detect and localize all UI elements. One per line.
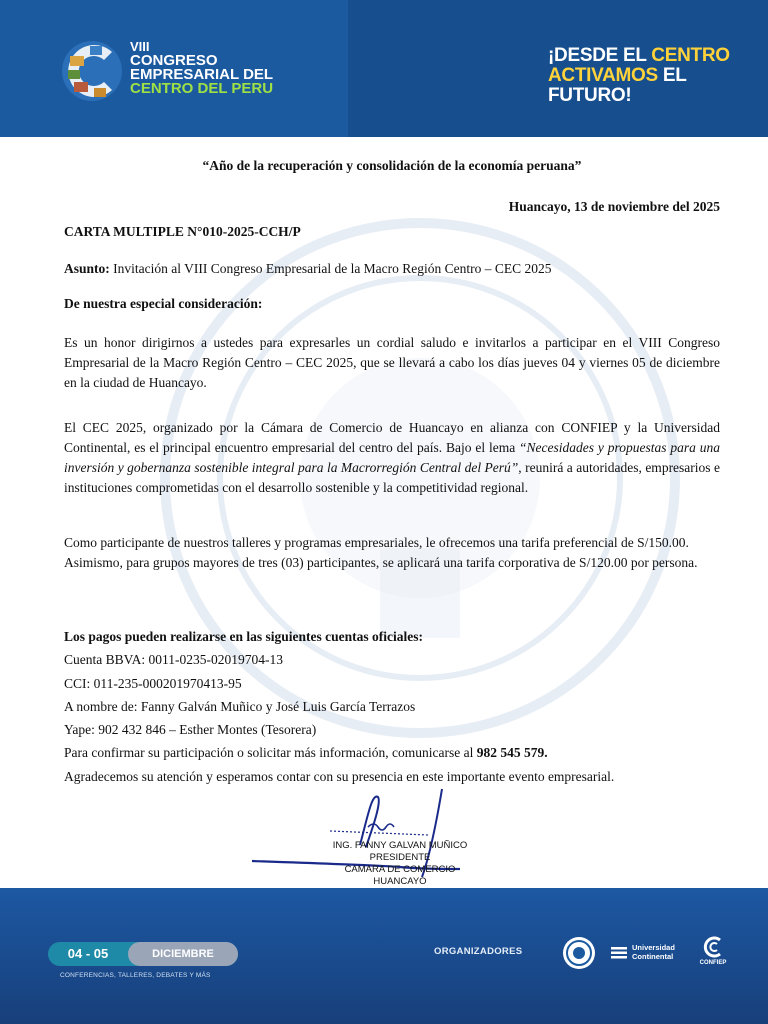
account-holder: A nombre de: Fanny Galván Muñico y José Luis García Terrazos [64,698,416,714]
payment-info [64,625,720,788]
confirm-text: Para confirmar su participación o solicitar más información, comunicarse al [64,745,477,761]
paragraph-about [64,418,720,498]
confiep-logo [696,936,730,970]
letter-date: Huancayo, 13 de noviembre del 2025 [508,199,720,214]
slogan-part1: ¡DESDE EL [548,45,652,66]
account-cci: CCI: 011-235-000201970413-95 [64,675,242,691]
slogan-part2: CENTRO [651,45,730,66]
event-slogan [548,46,730,106]
chamber-commerce-logo-icon [562,936,596,970]
yape-account: Yape: 902 432 846 – Esther Montes (Tesorera) [64,722,317,738]
letter-greeting: De nuestra especial consideración: [64,296,263,311]
event-date-pill [48,942,238,966]
confiep-icon [696,936,730,958]
congress-logo-icon [60,38,124,104]
paragraph-about-outro: , reunirá a autoridades, empresarios e instituciones comprometidas con el desarrollo sostenible y la competitividad regional. [64,460,720,495]
slogan-part3: ACTIVAMOS [548,65,658,86]
year-motto: “Año de la recuperación y consolidación de la economía peruana” [202,158,582,173]
event-motto: “Necesidades y propuestas para una inversión y gobernanza sostenible integral para la Macrorregión Central del Perú” [64,440,720,475]
paragraph-invitation: Es un honor dirigirnos a ustedes para expresarles un cordial saludo e invitarlos a participar en el VIII Congreso Empresarial de la Macro Región Centro – CEC 2025, que se llevará a cabo los días jueves 04 y viernes 05 de diciembre en la ciudad de Huancayo. [64,335,720,390]
congress-title [130,40,273,96]
congress-name: CONGRESO [130,52,218,69]
signer-name: ING. FANNY GALVAN MUÑICO [332,840,468,851]
contact-phone: 982 545 579. [476,745,548,761]
universidad-continental-logo [610,942,680,964]
congress-region: CENTRO DEL PERU [130,80,274,97]
universidad-continental-name [632,943,675,961]
uc-name-line2: Continental [632,952,674,961]
subject-label: Asunto: [64,261,110,276]
congress-edition: VIII [130,39,150,54]
letter-subject [64,259,720,279]
account-bbva: Cuenta BBVA: 0011-0235-02019704-13 [64,652,283,668]
letter-number: CARTA MULTIPLE N°010-2025-CCH/P [64,224,301,239]
universidad-continental-icon [610,944,628,962]
signer-title: PRESIDENTE [369,852,431,863]
signature-block [330,840,470,888]
slogan-part5: FUTURO! [548,85,632,106]
confiep-name: CONFIEP [699,960,727,966]
uc-name-line1: Universidad [632,943,675,952]
organizers-label: ORGANIZADORES [434,946,523,957]
paragraph-about-intro: El CEC 2025, organizado por la Cámara de Comercio de Huancayo en alianza con CONFIEP y la Universidad Continental, es el principal encuentro empresarial del centro del país. Bajo el lema [64,420,720,455]
paragraph-fees: Como participante de nuestros talleres y programas empresariales, le ofrecemos una tarifa preferencial de S/150.00. Asimismo, para grupos mayores de tres (03) participantes, se aplicará una tarifa corporativa de S/120.00 por persona. [64,535,698,570]
payments-heading: Los pagos pueden realizarse en las siguientes cuentas oficiales: [64,629,423,644]
event-month: DICIEMBRE [128,942,238,966]
confirm-line [64,741,720,764]
slogan-part4: EL [657,65,687,86]
congress-subtitle: EMPRESARIAL DEL [130,66,274,83]
closing-line: Agradecemos su atención y esperamos contar con su presencia en este importante evento empresarial. [64,768,615,784]
event-days: 04 - 05 [67,946,109,961]
subject-text: Invitación al VIII Congreso Empresarial de la Macro Región Centro – CEC 2025 [109,261,552,276]
event-tagline: CONFERENCIAS, TALLERES, DEBATES Y MÁS [60,972,211,979]
signer-organization: CAMARA DE COMERCIO HUANCAYO [344,864,456,887]
letterhead-banner [0,0,768,137]
footer-banner [0,888,768,1024]
